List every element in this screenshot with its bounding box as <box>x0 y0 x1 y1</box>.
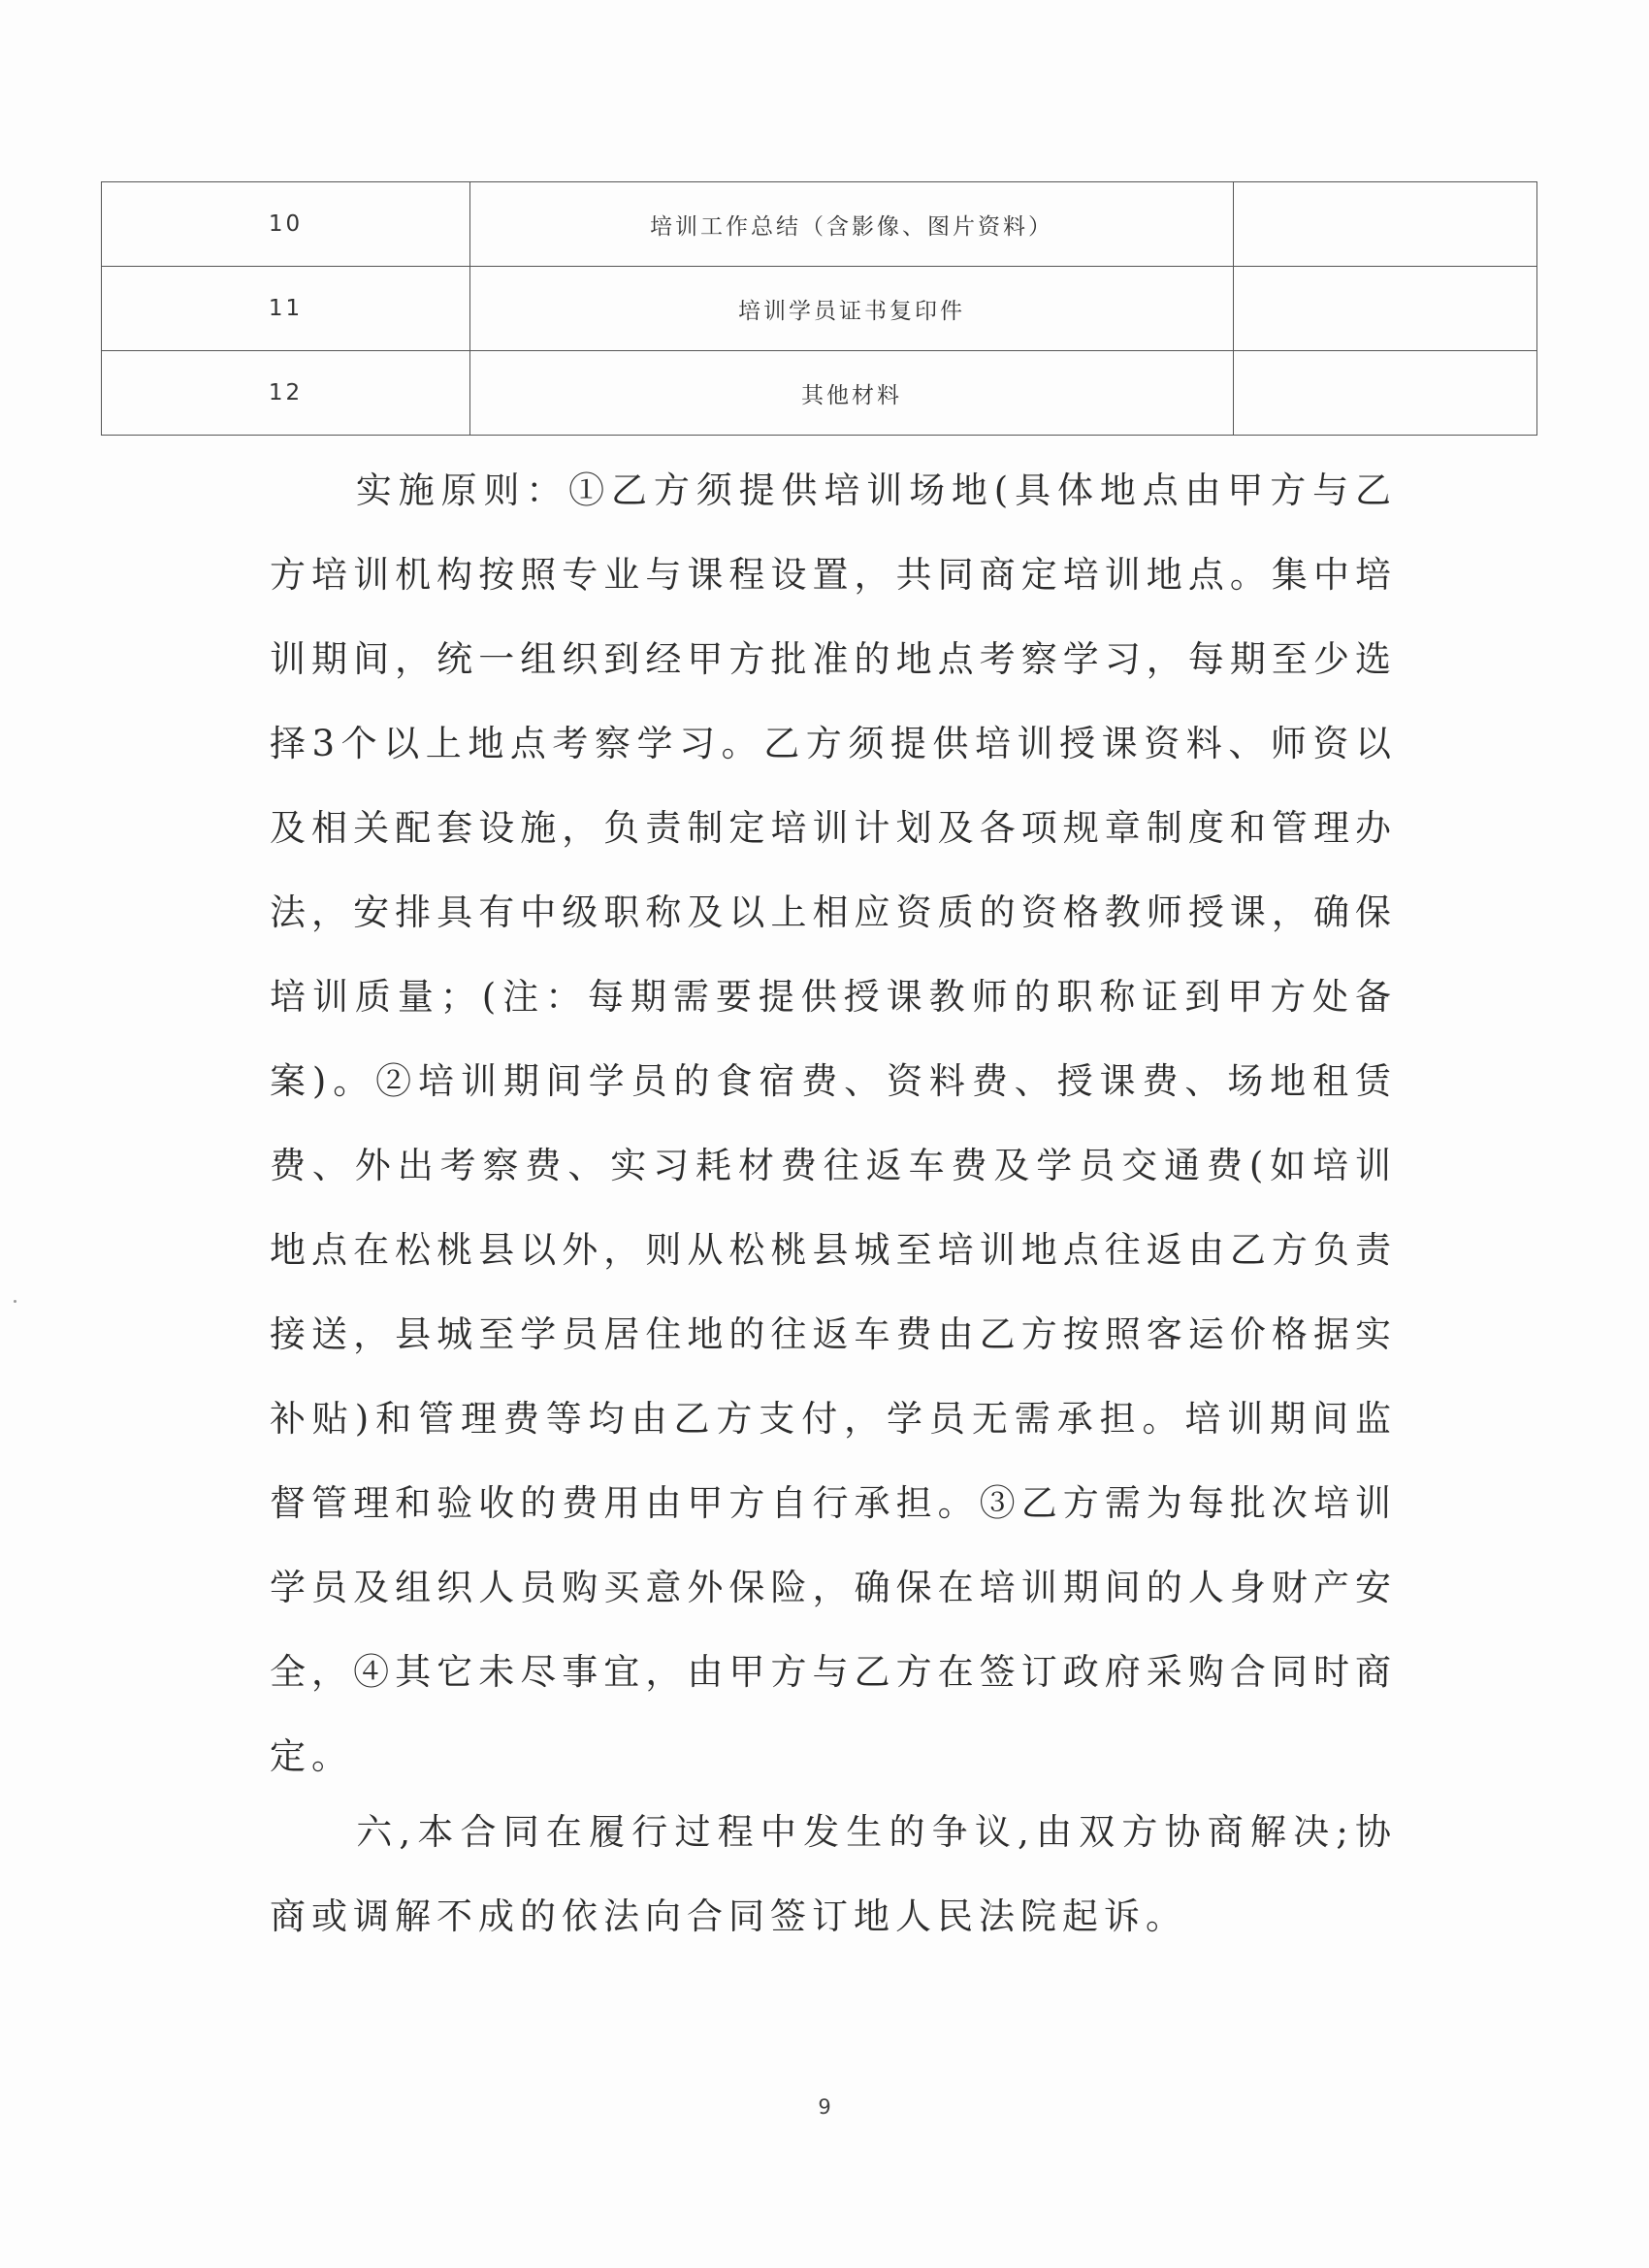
row-number: 10 <box>102 182 470 267</box>
implementation-text: 实施原则：①乙方须提供培训场地(具体地点由甲方与乙方培训机构按照专业与课程设置，共同商定培训地点。集中培训期间，统一组织到经甲方批准的地点考察学习，每期至少选择3个以上地点考察学习。乙方须提供培训授课资料、师资以及相关配套设施，负责制定培训计划及各项规章制度和管理办法，安排具有中级职称及以上相应资质的资格教师授课，确保培训质量；(注：每期需要提供授课教师的职称证到甲方处备案)。②培训期间学员的食宿费、资料费、授课费、场地租赁费、外出考察费、实习耗材费往返车费及学员交通费(如培训地点在松桃县以外，则从松桃县城至培训地点往返由乙方负责接送，县城至学员居住地的往返车费由乙方按照客运价格据实补贴)和管理费等均由乙方支付，学员无需承担。培训期间监督管理和验收的费用由甲方自行承担。③乙方需为每批次培训学员及组织人员购买意外保险，确保在培训期间的人身财产安全，④其它未尽事宜，由甲方与乙方在签订政府采购合同时商定。 <box>270 470 1397 1777</box>
page-number: 9 <box>818 2095 831 2119</box>
row-note <box>1234 267 1537 351</box>
row-note <box>1234 351 1537 436</box>
table-row <box>102 182 1537 267</box>
scan-speck <box>14 1300 16 1303</box>
implementation-paragraph <box>270 448 1397 1798</box>
row-item: 其他材料 <box>470 351 1234 436</box>
row-number: 11 <box>102 267 470 351</box>
table-row <box>102 351 1537 436</box>
dispute-text: 六,本合同在履行过程中发生的争议,由双方协商解决;协商或调解不成的依法向合同签订地人民法院起诉。 <box>270 1811 1397 1937</box>
dispute-paragraph <box>270 1790 1397 1959</box>
row-item: 培训工作总结（含影像、图片资料） <box>470 182 1234 267</box>
row-number: 12 <box>102 351 470 436</box>
materials-table <box>101 181 1537 436</box>
table-row <box>102 267 1537 351</box>
row-item: 培训学员证书复印件 <box>470 267 1234 351</box>
row-note <box>1234 182 1537 267</box>
